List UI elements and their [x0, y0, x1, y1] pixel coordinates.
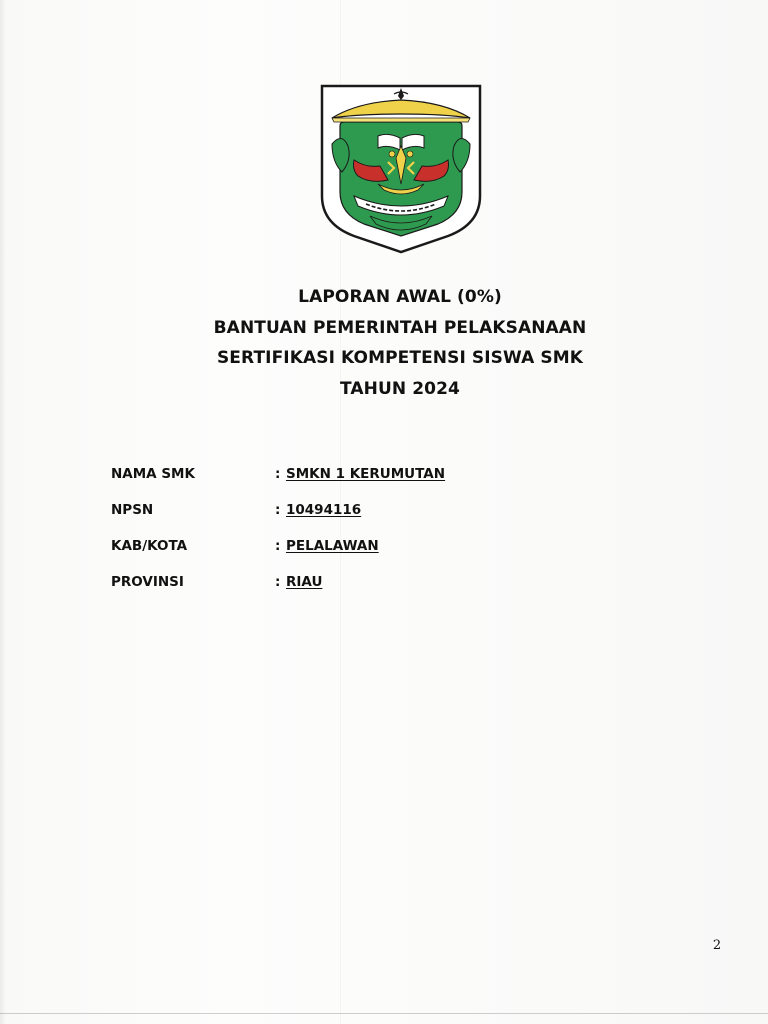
- page-number: 2: [712, 938, 722, 953]
- info-label: NPSN: [111, 502, 154, 518]
- info-label: PROVINSI: [111, 574, 184, 590]
- info-value-province: RIAU: [286, 574, 323, 590]
- info-value-npsn: 10494116: [286, 502, 362, 518]
- info-row-province: [111, 574, 631, 610]
- info-value-regency: PELALAWAN: [286, 538, 379, 554]
- report-title: [150, 282, 650, 404]
- title-line-1: LAPORAN AWAL (0%): [298, 287, 502, 307]
- scan-bottom-edge: [0, 1013, 768, 1014]
- title-line-4: TAHUN 2024: [340, 378, 460, 399]
- info-row-school-name: [111, 466, 631, 502]
- info-row-npsn: [111, 502, 631, 538]
- info-value-school-name: SMKN 1 KERUMUTAN: [286, 466, 446, 482]
- title-line-2: BANTUAN PEMERINTAH PELAKSANAAN: [213, 317, 587, 338]
- title-line-3: SERTIFIKASI KOMPETENSI SISWA SMK: [216, 348, 584, 368]
- info-separator: :: [275, 502, 281, 518]
- regional-coat-of-arms-icon: [318, 84, 484, 254]
- info-separator: :: [275, 538, 281, 554]
- info-label: KAB/KOTA: [111, 538, 188, 554]
- info-row-regency: [111, 538, 631, 574]
- info-label: NAMA SMK: [111, 466, 195, 482]
- school-info-table: [111, 466, 631, 610]
- info-separator: :: [275, 574, 281, 590]
- info-separator: :: [275, 466, 281, 482]
- scan-edge-shadow: [0, 0, 6, 1024]
